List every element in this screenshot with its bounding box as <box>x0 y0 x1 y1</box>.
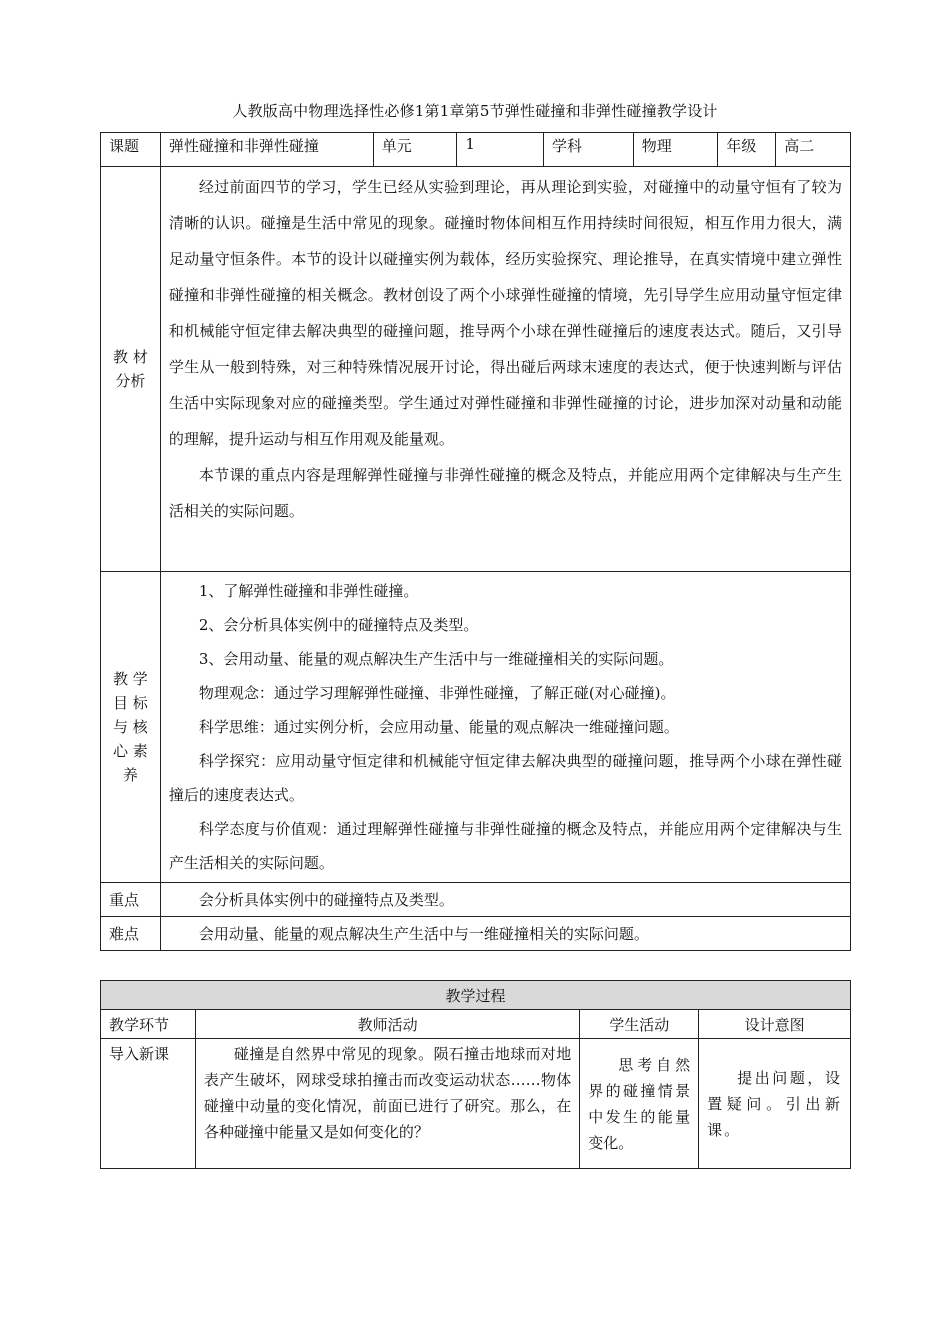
grade-label: 年级 <box>718 133 776 167</box>
difficulty-label: 难点 <box>101 917 161 951</box>
grade-value: 高二 <box>776 133 851 167</box>
difficulty-row <box>101 917 851 951</box>
process-header-row <box>101 1010 851 1039</box>
process-title: 教学过程 <box>101 981 851 1010</box>
analysis-row <box>101 167 851 572</box>
subject-label: 学科 <box>544 133 634 167</box>
document-title: 人教版高中物理选择性必修1第1章第5节弹性碰撞和非弹性碰撞教学设计 <box>232 102 718 120</box>
goal-item: 3、会用动量、能量的观点解决生产生活中与一维碰撞相关的实际问题。 <box>198 650 674 668</box>
unit-label: 单元 <box>373 133 457 167</box>
goal-item: 科学探究：应用动量守恒定律和机械能守恒定律去解决典型的碰撞问题，推导两个小球在弹性碰撞后的速度表达式。 <box>168 752 842 804</box>
stage-cell: 导入新课 <box>101 1039 196 1169</box>
analysis-content <box>160 167 850 572</box>
difficulty-value: 会用动量、能量的观点解决生产生活中与一维碰撞相关的实际问题。 <box>160 917 850 951</box>
info-row <box>101 133 851 167</box>
analysis-label: 教 材分析 <box>101 167 161 572</box>
header-stage: 教学环节 <box>101 1010 196 1039</box>
goal-item: 2、会分析具体实例中的碰撞特点及类型。 <box>198 616 479 634</box>
goals-content <box>160 572 850 883</box>
lesson-info-table <box>100 132 851 951</box>
subject-value: 物理 <box>633 133 718 167</box>
unit-value: 1 <box>457 133 544 167</box>
teacher-activity-cell: 碰撞是自然界中常见的现象。陨石撞击地球而对地表产生破坏，网球受球拍撞击而改变运动状态……物体碰撞中动量的变化情况，前面已进行了研究。那么，在各种碰撞中能量又是如何变化的？ <box>195 1039 579 1169</box>
header-intent: 设计意图 <box>699 1010 851 1039</box>
header-student: 学生活动 <box>580 1010 699 1039</box>
topic-value: 弹性碰撞和非弹性碰撞 <box>160 133 373 167</box>
goal-item: 1、了解弹性碰撞和非弹性碰撞。 <box>198 582 419 600</box>
student-activity-cell: 思考自然界的碰撞情景中发生的能量变化。 <box>580 1039 699 1169</box>
goal-item: 物理观念：通过学习理解弹性碰撞、非弹性碰撞，了解正碰(对心碰撞)。 <box>198 684 676 702</box>
analysis-paragraph-2: 本节课的重点内容是理解弹性碰撞与非弹性碰撞的概念及特点，并能应用两个定律解决与生产生活相关的实际问题。 <box>168 466 842 520</box>
key-point-value: 会分析具体实例中的碰撞特点及类型。 <box>160 883 850 917</box>
goal-item: 科学态度与价值观：通过理解弹性碰撞与非弹性碰撞的概念及特点，并能应用两个定律解决与生产生活相关的实际问题。 <box>168 820 842 872</box>
teaching-process-table <box>100 980 851 1169</box>
key-point-row <box>101 883 851 917</box>
goal-item: 科学思维：通过实例分析，会应用动量、能量的观点解决一维碰撞问题。 <box>198 718 679 736</box>
process-title-row <box>101 981 851 1010</box>
key-point-label: 重点 <box>101 883 161 917</box>
process-row <box>101 1039 851 1169</box>
design-intent-cell: 提出问题，设置疑问。引出新课。 <box>699 1039 851 1169</box>
goals-row <box>101 572 851 883</box>
analysis-paragraph-1: 经过前面四节的学习，学生已经从实验到理论，再从理论到实验，对碰撞中的动量守恒有了较为清晰的认识。碰撞是生活中常见的现象。碰撞时物体间相互作用持续时间很短，相互作用力很大，满足动量守恒条件。本节的设计以碰撞实例为载体，经历实验探究、理论推导，在真实情境中建立弹性碰撞和非弹性碰撞的相关概念。教材创设了两个小球弹性碰撞的情境，先引导学生应用动量守恒定律和机械能守恒定律去解决典型的碰撞问题，推导两个小球在弹性碰撞后的速度表达式。随后，又引导学生从一般到特殊，对三种特殊情况展开讨论，得出碰后两球末速度的表达式，便于快速判断与评估生活中实际现象对应的碰撞类型。学生通过对弹性碰撞和非弹性碰撞的讨论，进步加深对动量和动能的理解，提升运动与相互作用观及能量观。 <box>168 178 842 448</box>
goals-label: 教 学 目 标 与 核 心 素 养 <box>101 572 161 883</box>
header-teacher: 教师活动 <box>195 1010 579 1039</box>
topic-label: 课题 <box>101 133 161 167</box>
